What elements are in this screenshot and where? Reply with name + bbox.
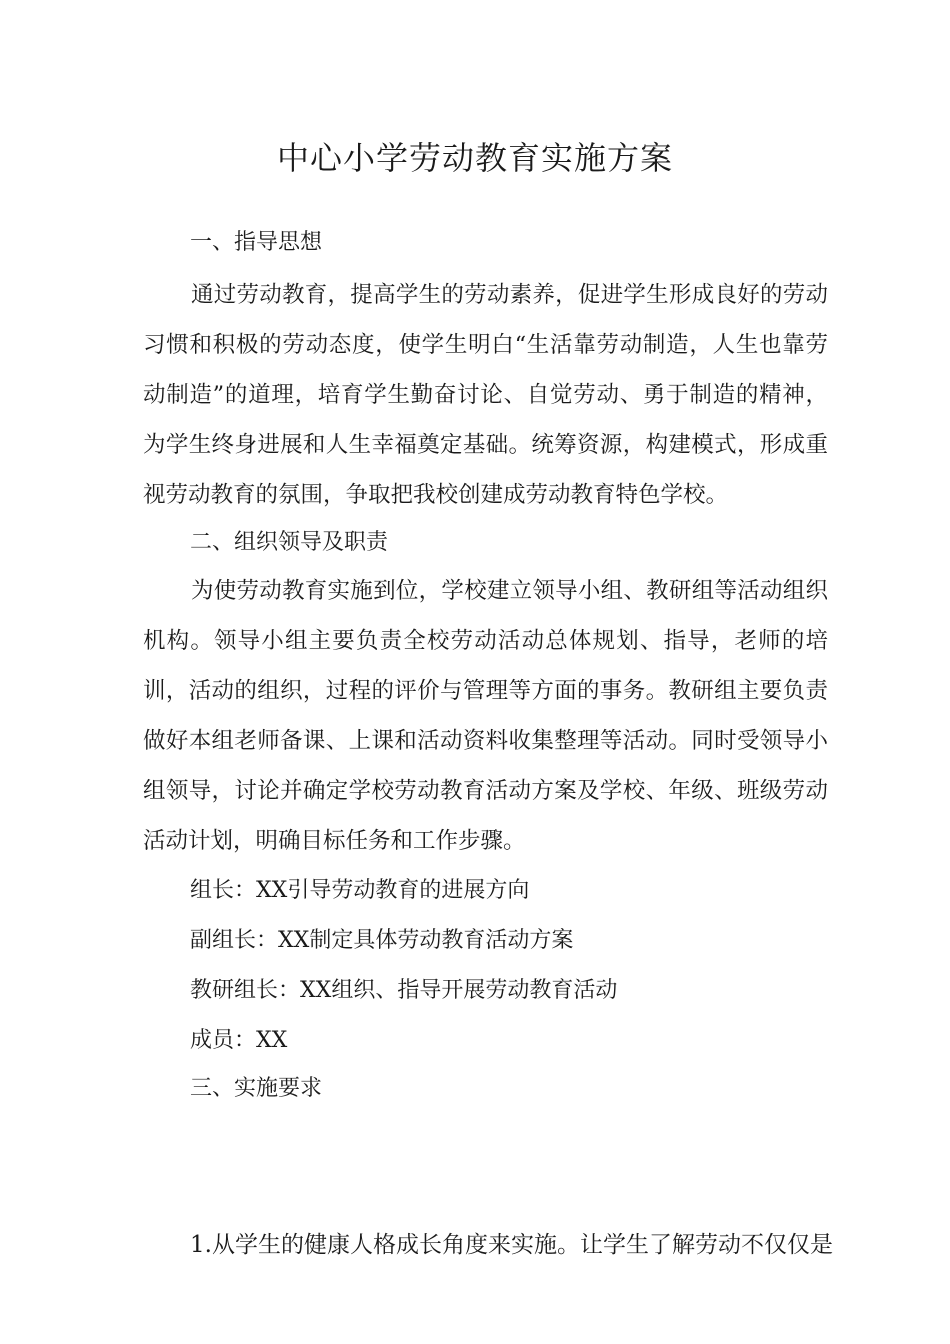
section-heading-organization: 二、组织领导及职责 bbox=[190, 530, 389, 555]
document-title: 中心小学劳动教育实施方案 bbox=[276, 139, 673, 177]
section-body-organization: 为使劳动教育实施到位，学校建立领导小组、教研组等活动组织机构。领导小组主要负责全校劳动活动总体规划、指导，老师的培训，活动的组织，过程的评价与管理等方面的事务。教研组主要负责做好本组老师备课、上课和活动资料收集整理等活动。同时受领导小组领导，讨论并确定学校劳动教育活动方案及学校、年级、班级劳动活动计划，明确目标任务和工作步骤。 bbox=[143, 578, 828, 854]
requirement-item-1: 1.从学生的健康人格成长角度来实施。让学生了解劳动不仅仅是 bbox=[190, 1232, 833, 1258]
role-line-members: 成员：XX bbox=[190, 1028, 288, 1053]
role-line-deputy-leader: 副组长：XX制定具体劳动教育活动方案 bbox=[190, 928, 574, 953]
role-line-research-leader: 教研组长：XX组织、指导开展劳动教育活动 bbox=[190, 978, 618, 1003]
section-body-guiding-ideology: 通过劳动教育，提高学生的劳动素养，促进学生形成良好的劳动习惯和积极的劳动态度，使学生明白“生活靠劳动制造，人生也靠劳动制造”的道理，培育学生勤奋讨论、自觉劳动、勇于制造的精神，为学生终身进展和人生幸福奠定基础。统筹资源，构建模式，形成重视劳动教育的氛围，争取把我校创建成劳动教育特色学校。 bbox=[143, 282, 828, 508]
section-heading-guiding-ideology: 一、指导思想 bbox=[190, 230, 323, 255]
role-line-leader: 组长：XX引导劳动教育的进展方向 bbox=[190, 878, 530, 903]
section-heading-requirements: 三、实施要求 bbox=[190, 1076, 323, 1101]
